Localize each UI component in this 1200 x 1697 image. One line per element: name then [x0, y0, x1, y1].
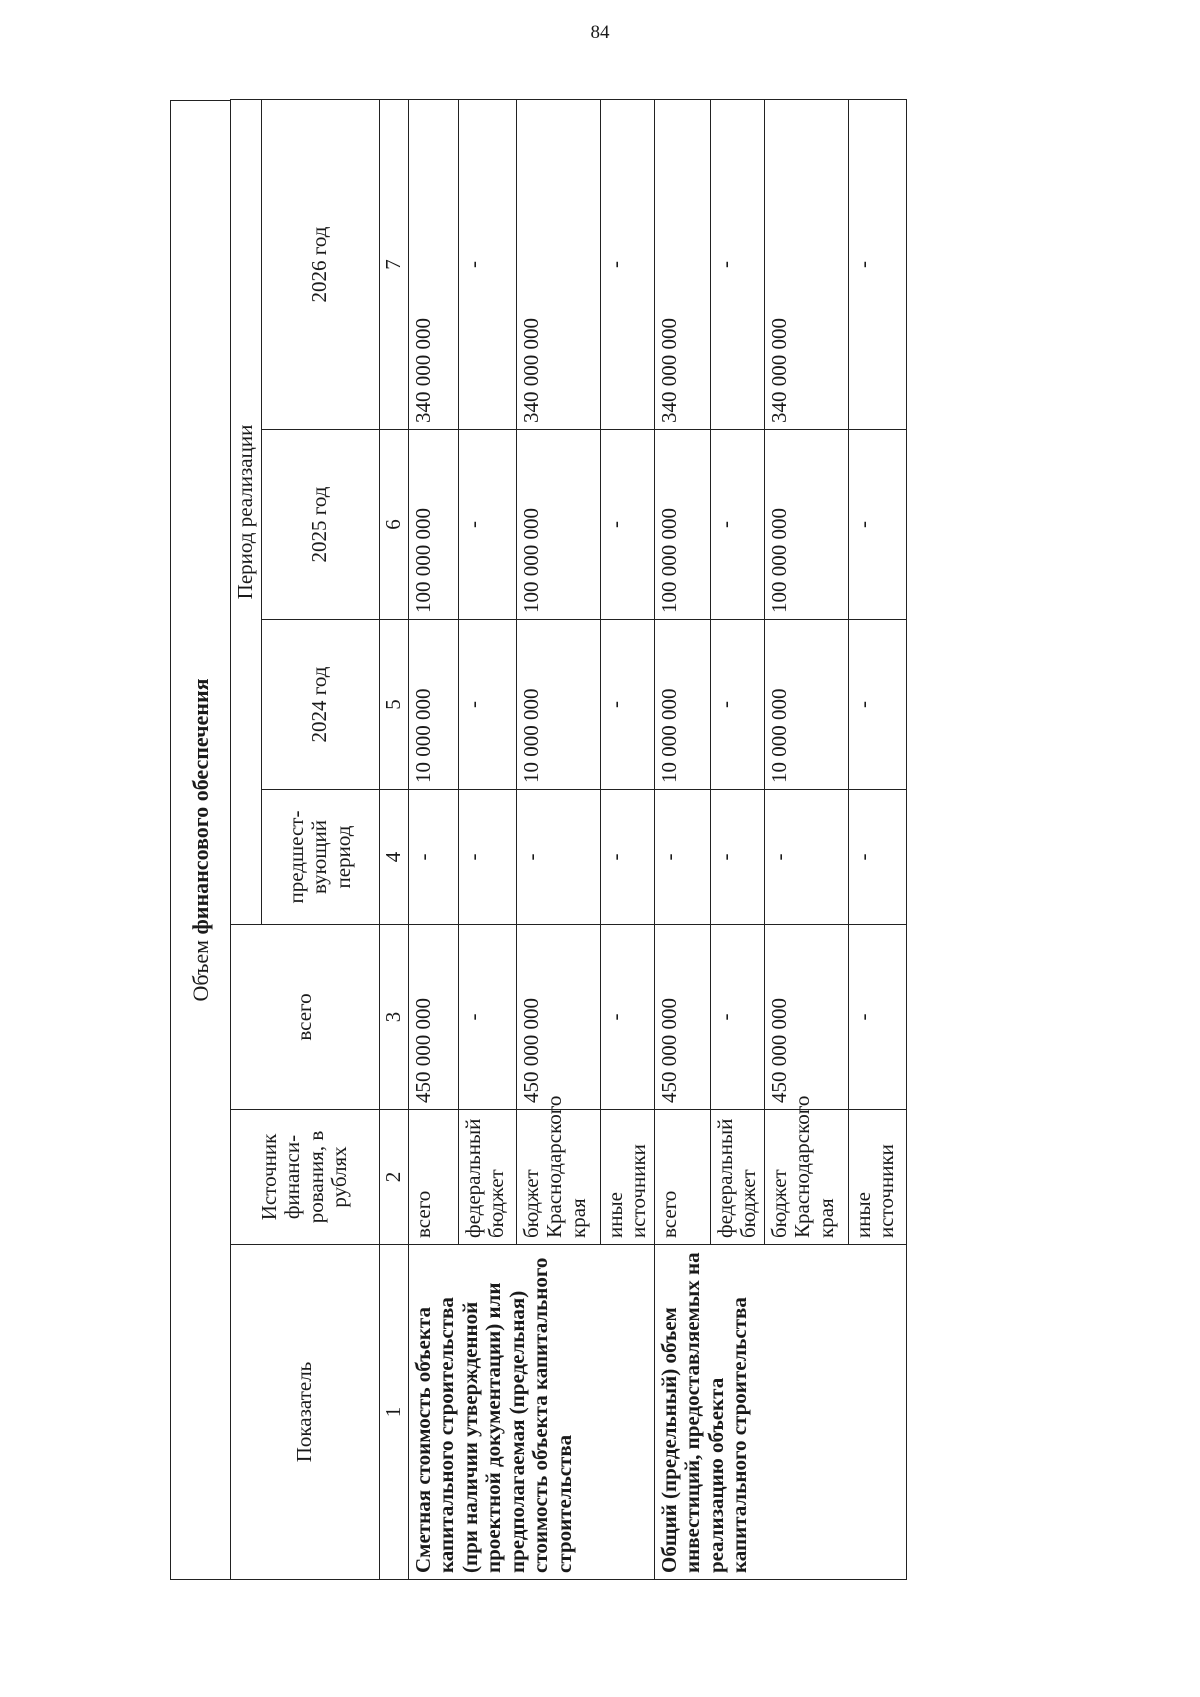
source-cell: бюджет Краснодарского края [516, 1110, 600, 1245]
value-2025: - [458, 430, 516, 620]
header-period-group: Период реализации [231, 100, 262, 925]
value-2024: - [600, 620, 654, 790]
value-2026: 340 000 000 [764, 100, 848, 430]
header-2024: 2024 год [261, 620, 379, 790]
value-2024: 10 000 000 [764, 620, 848, 790]
value-2025: 100 000 000 [516, 430, 600, 620]
header-2026: 2026 год [261, 100, 379, 430]
source-cell: бюджет Краснодарского края [764, 1110, 848, 1245]
value-2026: - [848, 100, 906, 430]
value-total: 450 000 000 [764, 925, 848, 1110]
source-cell: иные источники [848, 1110, 906, 1245]
value-total: 450 000 000 [654, 925, 710, 1110]
value-previous: - [516, 790, 600, 925]
value-previous: - [764, 790, 848, 925]
value-previous: - [600, 790, 654, 925]
indicator-label: Общий (предельный) объем инвестиций, предоставляемых на реализацию объекта капитального строительства [654, 1245, 906, 1580]
column-number: 2 [379, 1110, 408, 1245]
value-total: - [458, 925, 516, 1110]
value-2025: 100 000 000 [764, 430, 848, 620]
column-number: 1 [379, 1245, 408, 1580]
value-2026: - [710, 100, 764, 430]
table-row [408, 100, 458, 1580]
table-title [170, 100, 230, 1580]
source-cell: федеральный бюджет [458, 1110, 516, 1245]
header-total: всего [231, 925, 380, 1110]
source-cell: иные источники [600, 1110, 654, 1245]
header-previous: предшест-вующий период [261, 790, 379, 925]
value-2026: 340 000 000 [516, 100, 600, 430]
value-2026: 340 000 000 [408, 100, 458, 430]
value-2025: 100 000 000 [408, 430, 458, 620]
value-2024: 10 000 000 [408, 620, 458, 790]
header-source: Источник финанси-рования, в рублях [231, 1110, 380, 1245]
value-total: - [848, 925, 906, 1110]
indicator-label: Сметная стоимость объекта капитального строительства (при наличии утвержденной проектной документации) или предполагаемая (предельная) стоимость объекта капитального строительства [408, 1245, 654, 1580]
value-2025: - [600, 430, 654, 620]
value-2026: - [600, 100, 654, 430]
page-number: 84 [590, 22, 610, 43]
column-number: 7 [379, 100, 408, 430]
value-2024: 10 000 000 [516, 620, 600, 790]
source-cell: всего [408, 1110, 458, 1245]
financing-table [230, 99, 907, 1580]
value-2024: - [458, 620, 516, 790]
value-previous: - [848, 790, 906, 925]
value-2026: 340 000 000 [654, 100, 710, 430]
value-previous: - [654, 790, 710, 925]
value-2025: - [710, 430, 764, 620]
table-row [654, 100, 710, 1580]
column-number: 4 [379, 790, 408, 925]
header-2025: 2025 год [261, 430, 379, 620]
value-previous: - [408, 790, 458, 925]
value-2024: 10 000 000 [654, 620, 710, 790]
column-number-row [379, 100, 408, 1580]
value-2024: - [710, 620, 764, 790]
title-bold: финансового обеспечения [188, 678, 213, 935]
value-previous: - [710, 790, 764, 925]
value-2024: - [848, 620, 906, 790]
column-number: 3 [379, 925, 408, 1110]
value-total: - [600, 925, 654, 1110]
value-2025: 100 000 000 [654, 430, 710, 620]
value-2026: - [458, 100, 516, 430]
column-number: 5 [379, 620, 408, 790]
value-total: - [710, 925, 764, 1110]
value-total: 450 000 000 [408, 925, 458, 1110]
title-prefix: Объем [188, 934, 213, 1002]
source-cell: федеральный бюджет [710, 1110, 764, 1245]
column-number: 6 [379, 430, 408, 620]
value-previous: - [458, 790, 516, 925]
header-indicator: Показатель [231, 1245, 380, 1580]
value-total: 450 000 000 [516, 925, 600, 1110]
value-2025: - [848, 430, 906, 620]
source-cell: всего [654, 1110, 710, 1245]
rotated-table-sheet [170, 100, 910, 1580]
